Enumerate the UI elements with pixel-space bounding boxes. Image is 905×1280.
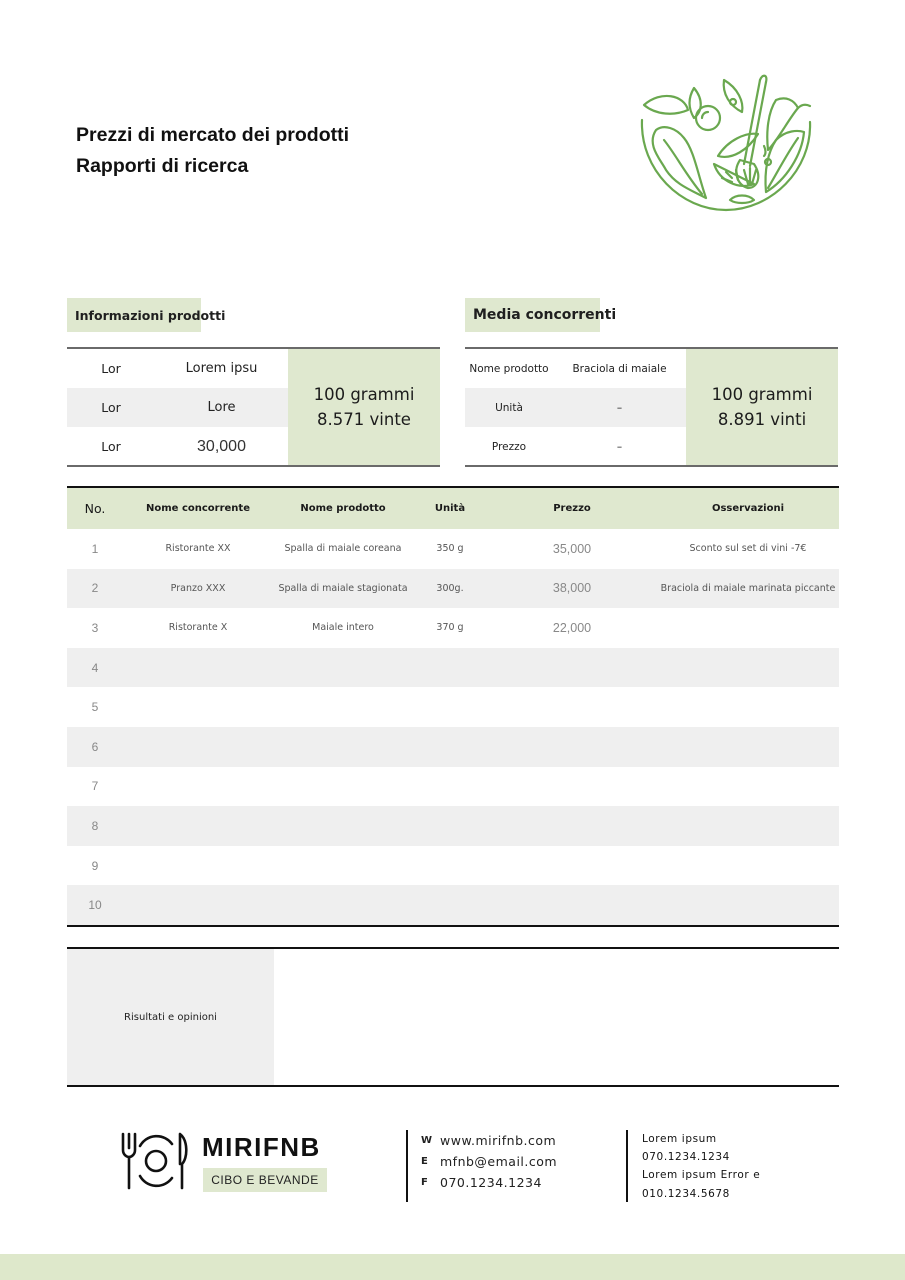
table-row (67, 529, 839, 569)
price-value: 22,000 (552, 620, 592, 635)
competitor-avg-heading: Media concorrenti (465, 298, 600, 332)
header-price: Prezzo (553, 503, 591, 514)
results-content[interactable] (274, 949, 839, 1085)
info-value: 30,000 (197, 437, 246, 455)
table-row (67, 885, 839, 925)
extra-line: Lorem ipsum Error e (642, 1169, 761, 1182)
table-row (67, 648, 839, 688)
row-number: 9 (91, 858, 99, 873)
competitor-name: Ristorante XX (165, 543, 231, 555)
row-number: 4 (91, 660, 99, 675)
header-competitor: Nome concorrente (146, 503, 250, 514)
product-name: Maiale intero (312, 622, 374, 634)
competitor-name: Pranzo XXX (170, 582, 226, 594)
highlight-line-2: 8.571 vinte (317, 410, 411, 429)
product-name: Spalla di maiale stagionata (278, 582, 408, 594)
avg-row (465, 349, 686, 388)
info-row (67, 349, 288, 388)
header-unit: Unità (434, 503, 466, 514)
table-body (67, 529, 839, 925)
row-number: 8 (91, 818, 99, 833)
info-label: Lor (101, 400, 121, 415)
competitor-avg-table (465, 347, 838, 467)
fork-plate-knife-icon (120, 1130, 190, 1192)
avg-label: Unità (495, 401, 523, 414)
product-info-highlight (288, 349, 440, 465)
header-product: Nome prodotto (300, 503, 386, 514)
results-section (67, 947, 839, 1087)
avg-value: Braciola di maiale (572, 362, 667, 375)
info-row (67, 427, 288, 466)
title-line-2: Rapporti di ricerca (76, 155, 249, 177)
contact-email (421, 1151, 557, 1172)
info-value: Lore (207, 400, 236, 415)
table-row (67, 569, 839, 609)
extra-line: Lorem ipsum (642, 1133, 717, 1146)
header-no: No. (84, 501, 106, 516)
avg-label: Nome prodotto (469, 362, 549, 375)
fax-number: 070.1234.1234 (440, 1175, 542, 1190)
avg-row (465, 388, 686, 427)
avg-value: – (616, 401, 623, 414)
contact-block (406, 1130, 557, 1202)
notes-value: Sconto sul set di vini -7€ (689, 543, 807, 555)
product-name: Spalla di maiale coreana (284, 543, 402, 555)
contact-key: F (421, 1177, 429, 1188)
table-header (67, 488, 839, 529)
bottom-accent-bar (0, 1254, 905, 1280)
extra-line: 070.1234.1234 (642, 1151, 730, 1164)
unit-value: 370 g (436, 622, 464, 634)
contact-key: E (421, 1156, 429, 1167)
highlight-line-1: 100 grammi (313, 385, 415, 404)
brand-tagline: CIBO E BEVANDE (203, 1168, 327, 1192)
avg-row (465, 427, 686, 466)
table-row (67, 806, 839, 846)
table-row (67, 687, 839, 727)
avg-value: – (616, 440, 623, 453)
competitor-name: Ristorante X (168, 622, 228, 634)
product-info-table (67, 347, 440, 467)
contact-key: W (421, 1135, 433, 1146)
table-row (67, 846, 839, 886)
row-number: 5 (91, 700, 99, 715)
page-title (76, 120, 349, 182)
info-row (67, 388, 288, 427)
price-value: 38,000 (552, 581, 592, 596)
highlight-line-2: 8.891 vinti (717, 410, 807, 429)
row-number: 10 (88, 898, 102, 913)
row-number: 2 (91, 581, 99, 596)
product-info-heading: Informazioni prodotti (67, 298, 201, 332)
website-link[interactable]: www.mirifnb.com (440, 1133, 557, 1148)
price-value: 35,000 (552, 541, 592, 556)
salad-bowl-icon (636, 60, 816, 215)
extra-line: 010.1234.5678 (642, 1187, 730, 1200)
unit-value: 350 g (436, 543, 464, 555)
info-label: Lor (101, 439, 121, 454)
highlight-line-1: 100 grammi (711, 385, 813, 404)
extra-info-block (626, 1130, 760, 1202)
info-value: Lorem ipsu (185, 361, 258, 376)
avg-label: Prezzo (491, 440, 527, 453)
notes-value: Braciola di maiale marinata piccante (660, 582, 836, 594)
results-label: Risultati e opinioni (67, 949, 274, 1085)
row-number: 7 (91, 779, 99, 794)
row-number: 3 (91, 620, 99, 635)
title-line-1: Prezzi di mercato dei prodotti (76, 124, 350, 146)
unit-value: 300g. (436, 582, 464, 594)
table-row (67, 608, 839, 648)
contact-fax (421, 1172, 557, 1193)
brand-name: MIRIFNB (202, 1132, 321, 1162)
table-row (67, 727, 839, 767)
info-label: Lor (101, 361, 121, 376)
competitor-table (67, 486, 839, 927)
row-number: 1 (91, 541, 99, 556)
contact-website (421, 1130, 557, 1151)
competitor-avg-highlight (686, 349, 838, 465)
email-link[interactable]: mfnb@email.com (440, 1154, 558, 1169)
table-row (67, 767, 839, 807)
row-number: 6 (91, 739, 99, 754)
header-notes: Osservazioni (711, 503, 785, 514)
